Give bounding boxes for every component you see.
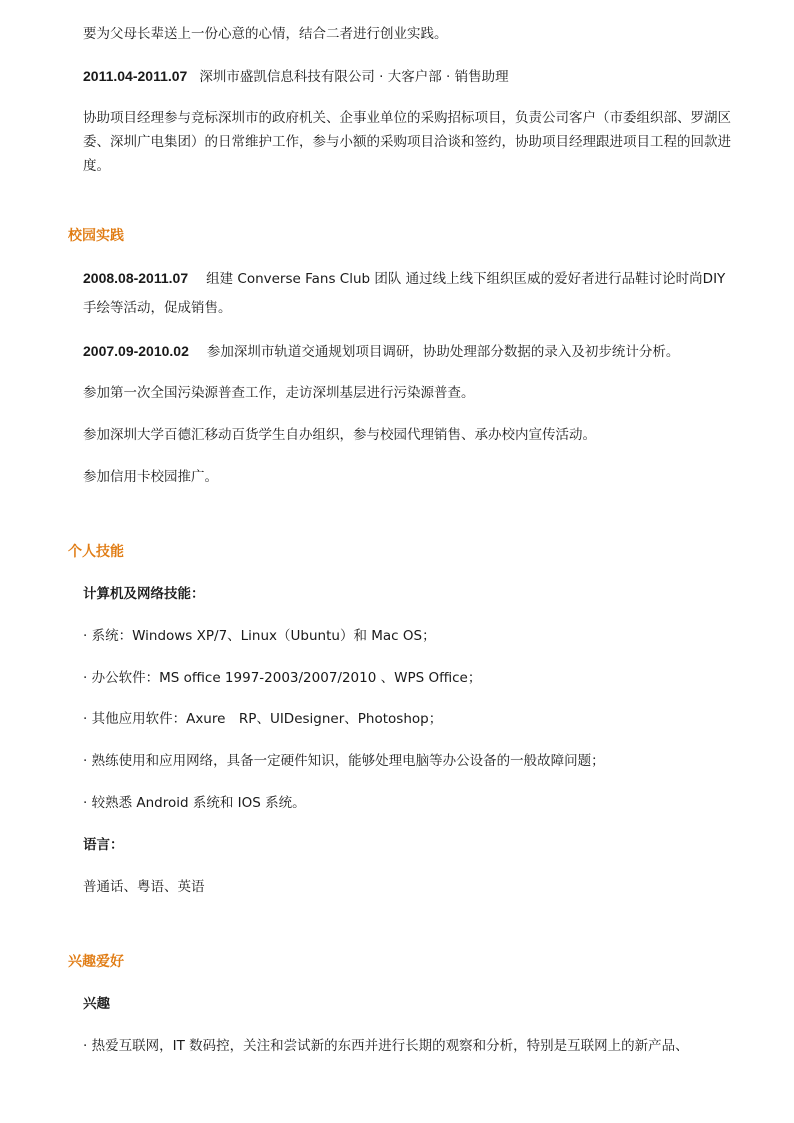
work-intro-tail: 要为父母长辈送上一份心意的心情，结合二者进行创业实践。: [83, 26, 448, 42]
skill-item-5: · 较熟悉 Android 系统和 IOS 系统。: [83, 795, 306, 811]
campus-item-1-cont: 手绘等活动，促成销售。: [83, 300, 232, 316]
campus-item-2-text: 参加深圳市轨道交通规划项目调研，协助处理部分数据的录入及初步统计分析。: [206, 344, 680, 360]
hobby-heading: 兴趣: [83, 996, 110, 1012]
section-title-hobbies: 兴趣爱好: [68, 954, 124, 970]
campus-item-1-text: 组建 Converse Fans Club 团队 通过线上线下组织匡威的爱好者进行品鞋讨论时尚DIY: [206, 271, 726, 287]
skill-item-4: · 熟练使用和应用网络，具备一定硬件知识，能够处理电脑等办公设备的一般故障问题；: [83, 753, 605, 769]
language-list: 普通话、粤语、英语: [83, 879, 205, 895]
campus-item-2-date: 2007.09-2010.02: [83, 343, 189, 359]
job-title: 深圳市盛凯信息科技有限公司 · 大客户部 · 销售助理: [199, 69, 509, 85]
computer-skills-heading: 计算机及网络技能：: [83, 586, 205, 602]
section-title-campus: 校园实践: [68, 228, 124, 244]
job-entry-header: [83, 67, 509, 86]
language-heading: 语言：: [83, 837, 124, 853]
job-description: 协助项目经理参与竞标深圳市的政府机关、企事业单位的采购招标项目，负责公司客户（市委组织部、罗湖区委、深圳广电集团）的日常维护工作，参与小额的采购项目洽谈和签约，协助项目经理跟进项目工程的回款进度。: [83, 110, 731, 174]
skill-item-1: · 系统：Windows XP/7、Linux（Ubuntu）和 Mac OS；: [83, 628, 436, 644]
campus-item-4: 参加深圳大学百德汇移动百货学生自办组织，参与校园代理销售、承办校内宣传活动。: [83, 427, 596, 443]
campus-item-1-date: 2008.08-2011.07: [83, 270, 189, 286]
campus-item-1: [83, 269, 725, 288]
hobby-item-1: · 热爱互联网，IT 数码控，关注和尝试新的东西并进行长期的观察和分析，特别是互联网上的新产品、: [83, 1038, 689, 1054]
job-date: 2011.04-2011.07: [83, 68, 188, 84]
section-title-skills: 个人技能: [68, 544, 124, 560]
skill-item-2: · 办公软件：MS office 1997-2003/2007/2010 、WPS Office；: [83, 670, 482, 686]
campus-item-3: 参加第一次全国污染源普查工作，走访深圳基层进行污染源普查。: [83, 385, 475, 401]
campus-item-5: 参加信用卡校园推广。: [83, 469, 218, 485]
skill-item-3: · 其他应用软件：Axure RP、UIDesigner、Photoshop；: [83, 711, 443, 727]
campus-item-2: [83, 342, 679, 361]
